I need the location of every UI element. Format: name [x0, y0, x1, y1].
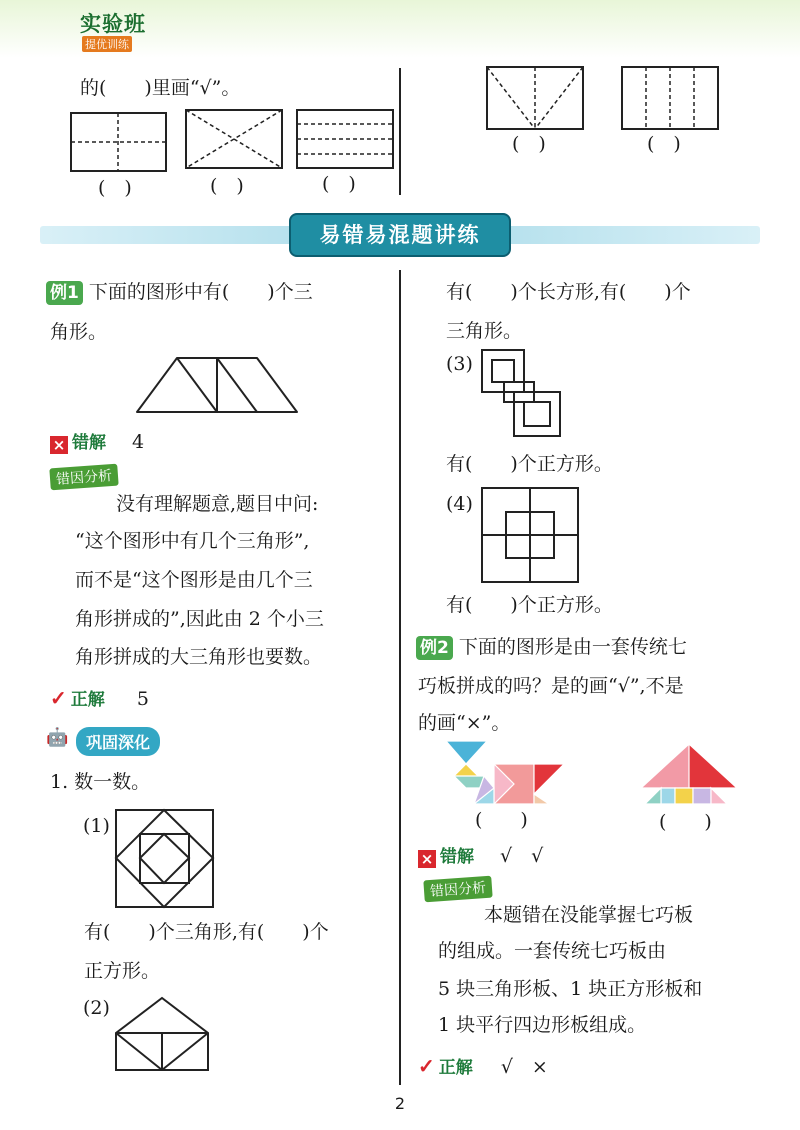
analysis-1-line-5: 角形拼成的大三角形也要数。 — [75, 646, 323, 668]
example-2-question: 下面的图形是由一套传统七 — [458, 636, 687, 658]
right-answer: 5 — [136, 688, 149, 710]
series-logo: 实验班 — [80, 12, 146, 36]
q1-part-2-line-2: 三角形。 — [446, 320, 523, 342]
analysis-2-line-2: 的组成。一套传统七巧板由 — [438, 940, 667, 962]
top-instruction: 的( )里画“√”。 — [80, 77, 241, 99]
analysis-label-1: 错因分析 — [49, 464, 118, 491]
example-2-right-row — [418, 1046, 548, 1088]
example-2-line-2: 巧板拼成的吗？是的画“√”,不是 — [418, 675, 684, 697]
example-1-line-2: 角形。 — [50, 321, 108, 343]
wrong-answer-2: √ √ — [500, 845, 544, 867]
analysis-1-line-2: “这个图形中有几个三角形”, — [75, 530, 310, 552]
right-label-2: 正解 — [438, 1058, 473, 1078]
q1-part-1-line-1: 有( )个三角形,有( )个 — [84, 921, 329, 943]
q1-part-4-line-1: 有( )个正方形。 — [446, 594, 613, 616]
answer-paren-whale[interactable]: ( ) — [475, 809, 528, 831]
analysis-1-line-3: 而不是“这个图形是由几个三 — [75, 569, 313, 591]
answer-paren-tree[interactable]: ( ) — [659, 811, 712, 833]
robot-icon: 🤖 — [46, 727, 69, 748]
analysis-1-line-4: 角形拼成的”,因此由 2 个小三 — [75, 608, 324, 630]
wrong-label: 错解 — [72, 433, 106, 453]
analysis-2-line-3: 5 块三角形板、1 块正方形板和 — [438, 978, 703, 1000]
wrong-x-icon-2: × — [418, 850, 436, 868]
section-banner-title: 易错易混题讲练 — [319, 223, 481, 247]
wrong-label-2: 错解 — [440, 847, 474, 867]
question-1-title: 1. 数一数。 — [50, 771, 151, 793]
example-2-wrong-row — [418, 836, 543, 877]
analysis-label-2: 错因分析 — [423, 876, 492, 903]
wrong-answer: 4 — [132, 431, 145, 453]
answer-paren-4[interactable]: ( ) — [512, 133, 546, 155]
q1-part-2-line-1: 有( )个长方形,有( )个 — [446, 281, 691, 303]
answer-paren-3[interactable]: ( ) — [322, 173, 356, 195]
wrong-x-icon: × — [50, 436, 68, 454]
right-label: 正解 — [70, 690, 105, 710]
q1-part-3-line-1: 有( )个正方形。 — [446, 453, 613, 475]
q1-part-4-number: (4) — [446, 493, 473, 515]
analysis-2-line-4: 1 块平行四边形板组成。 — [438, 1014, 647, 1036]
consolidate-label: 巩固深化 — [76, 727, 160, 756]
q1-part-1-number: (1) — [83, 815, 110, 837]
q1-part-2-number: (2) — [83, 997, 110, 1019]
check-icon: ✓ — [50, 686, 67, 710]
example-2-tag: 例2 — [416, 636, 453, 660]
example-1-tag: 例1 — [46, 281, 83, 305]
answer-paren-5[interactable]: ( ) — [647, 133, 681, 155]
answer-paren-1[interactable]: ( ) — [98, 177, 132, 199]
page-number: 2 — [394, 1094, 406, 1113]
answer-paren-2[interactable]: ( ) — [210, 175, 244, 197]
analysis-2-line-1: 本题错在没能掌握七巧板 — [484, 904, 694, 926]
analysis-1-line-1: 没有理解题意,题目中问: — [116, 493, 319, 515]
q1-part-1-line-2: 正方形。 — [84, 960, 161, 982]
example-1-question: 下面的图形中有( )个三 — [88, 281, 313, 303]
right-answer-2: √ × — [500, 1056, 548, 1078]
example-2-line-3: 的画“×”。 — [418, 712, 511, 734]
check-icon-2: ✓ — [418, 1054, 435, 1078]
q1-part-3-number: (3) — [446, 353, 473, 375]
series-subtitle: 提优训练 — [82, 36, 132, 52]
